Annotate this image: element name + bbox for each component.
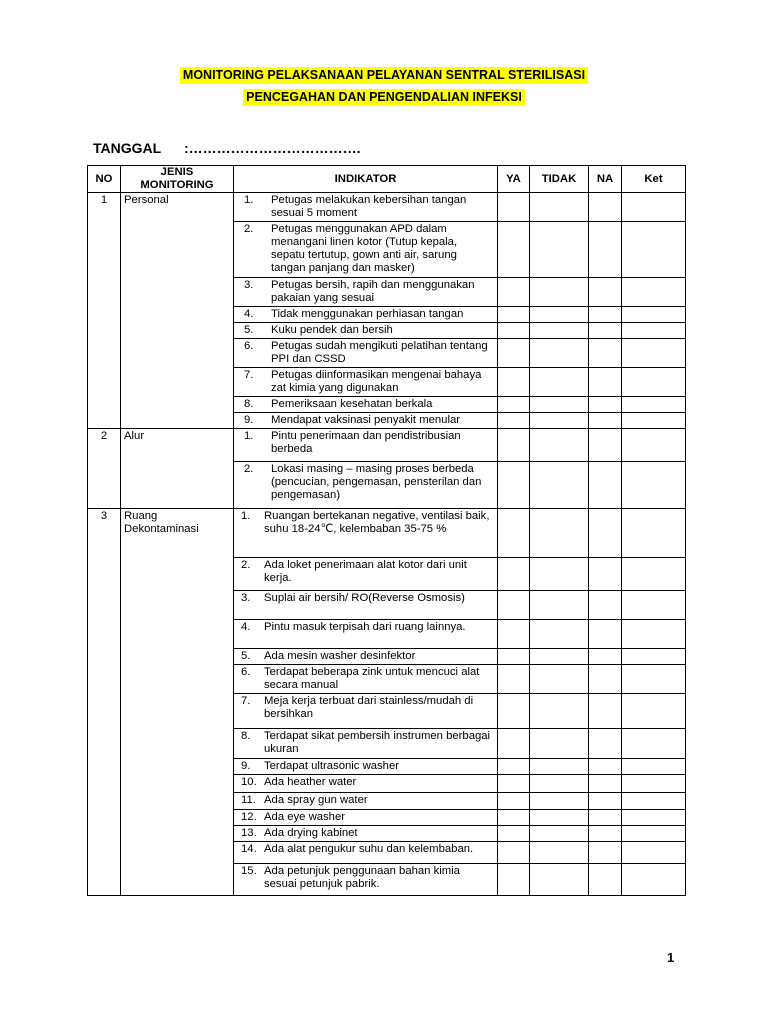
check-cell-na[interactable] [589, 810, 622, 826]
indicator-text: Ada eye washer [264, 811, 346, 823]
check-cell-ya[interactable] [498, 826, 530, 842]
indicator-number: 2. [244, 223, 254, 235]
check-cell-ket[interactable] [622, 793, 686, 810]
header-no: NO [88, 166, 121, 193]
check-cell-ket[interactable] [622, 694, 686, 729]
check-cell-ya[interactable] [498, 558, 530, 591]
check-cell-ya[interactable] [498, 729, 530, 759]
check-cell-ya[interactable] [498, 397, 530, 413]
header-na: NA [589, 166, 622, 193]
indicator-text: Meja kerja terbuat dari stainless/mudah di bersihkan [264, 695, 474, 720]
indicator-number: 5. [241, 650, 251, 662]
check-cell-ya[interactable] [498, 694, 530, 729]
title-line-2: PENCEGAHAN DAN PENGENDALIAN INFEKSI [243, 89, 525, 106]
check-cell-ya[interactable] [498, 339, 530, 368]
indicator-cell [234, 793, 498, 810]
check-cell-ya[interactable] [498, 307, 530, 323]
check-cell-tidak[interactable] [530, 826, 589, 842]
check-cell-na[interactable] [589, 729, 622, 759]
indicator-cell [234, 665, 498, 694]
check-cell-ya[interactable] [498, 775, 530, 793]
check-cell-ya[interactable] [498, 810, 530, 826]
check-cell-ket[interactable] [622, 307, 686, 323]
indicator-cell [234, 397, 498, 413]
check-cell-na[interactable] [589, 413, 622, 429]
indicator-cell [234, 339, 498, 368]
group-number: 1 [88, 193, 121, 429]
check-cell-na[interactable] [589, 864, 622, 896]
indicator-number: 9. [241, 760, 251, 772]
check-cell-ket[interactable] [622, 591, 686, 620]
indicator-text: Petugas menggunakan APD dalam menangani linen kotor (Tutup kepala, sepatu tertutup, gown anti air, sarung tangan panjang dan masker) [271, 223, 458, 274]
check-cell-ket[interactable] [622, 278, 686, 307]
indicator-cell [234, 368, 498, 397]
indicator-cell [234, 775, 498, 793]
indicator-cell [234, 591, 498, 620]
date-value: :………………………………. [184, 140, 361, 156]
check-cell-tidak[interactable] [530, 729, 589, 759]
indicator-text: Ada alat pengukur suhu dan kelembaban. [264, 843, 474, 855]
check-cell-ket[interactable] [622, 842, 686, 864]
indicator-cell [234, 278, 498, 307]
check-cell-na[interactable] [589, 793, 622, 810]
check-cell-tidak[interactable] [530, 558, 589, 591]
check-cell-ket[interactable] [622, 323, 686, 339]
check-cell-ket[interactable] [622, 665, 686, 694]
indicator-text: Terdapat sikat pembersih instrumen berbagai ukuran [264, 730, 491, 755]
indicator-number: 1. [244, 194, 254, 206]
check-cell-na[interactable] [589, 665, 622, 694]
indicator-number: 14. [241, 843, 257, 855]
check-cell-tidak[interactable] [530, 278, 589, 307]
indicator-cell [234, 729, 498, 759]
check-cell-tidak[interactable] [530, 775, 589, 793]
indicator-text: Ada petunjuk penggunaan bahan kimia sesuai petunjuk pabrik. [264, 865, 460, 890]
table-row [88, 509, 686, 558]
indicator-cell [234, 429, 498, 462]
check-cell-na[interactable] [589, 649, 622, 665]
group-jenis: Alur [121, 429, 234, 509]
indicator-number: 10. [241, 776, 257, 788]
check-cell-ket[interactable] [622, 810, 686, 826]
check-cell-tidak[interactable] [530, 339, 589, 368]
indicator-text: Ruangan bertekanan negative, ventilasi baik, suhu 18-24℃, kelembaban 35-75 % [264, 510, 490, 535]
check-cell-na[interactable] [589, 462, 622, 509]
check-cell-na[interactable] [589, 193, 622, 222]
indicator-number: 8. [241, 730, 251, 742]
indicator-cell [234, 222, 498, 278]
indicator-number: 4. [244, 308, 254, 320]
indicator-number: 2. [244, 463, 254, 475]
check-cell-na[interactable] [589, 307, 622, 323]
header-indikator: INDIKATOR [234, 166, 498, 193]
indicator-number: 8. [244, 398, 254, 410]
group-jenis: Personal [121, 193, 234, 429]
check-cell-tidak[interactable] [530, 462, 589, 509]
indicator-cell [234, 509, 498, 558]
indicator-number: 12. [241, 811, 257, 823]
check-cell-na[interactable] [589, 842, 622, 864]
check-cell-ya[interactable] [498, 620, 530, 649]
check-cell-tidak[interactable] [530, 759, 589, 775]
table-row [88, 429, 686, 462]
check-cell-tidak[interactable] [530, 193, 589, 222]
check-cell-tidak[interactable] [530, 810, 589, 826]
indicator-number: 3. [241, 592, 251, 604]
check-cell-ya[interactable] [498, 413, 530, 429]
date-label: TANGGAL [93, 140, 162, 156]
check-cell-ket[interactable] [622, 826, 686, 842]
check-cell-tidak[interactable] [530, 397, 589, 413]
check-cell-ya[interactable] [498, 793, 530, 810]
check-cell-ket[interactable] [622, 775, 686, 793]
check-cell-ya[interactable] [498, 759, 530, 775]
indicator-text: Ada mesin washer desinfektor [264, 650, 416, 662]
check-cell-ya[interactable] [498, 429, 530, 462]
group-number: 3 [88, 509, 121, 896]
indicator-number: 15. [241, 865, 257, 877]
check-cell-ket[interactable] [622, 558, 686, 591]
indicator-cell [234, 759, 498, 775]
check-cell-na[interactable] [589, 759, 622, 775]
indicator-number: 2. [241, 559, 251, 571]
indicator-number: 6. [244, 340, 254, 352]
indicator-number: 5. [244, 324, 254, 336]
indicator-number: 11. [241, 794, 256, 806]
document-title [0, 66, 768, 110]
check-cell-na[interactable] [589, 775, 622, 793]
monitoring-table [87, 165, 686, 896]
indicator-text: Petugas melakukan kebersihan tangan sesuai 5 moment [271, 194, 467, 219]
indicator-text: Pemeriksaan kesehatan berkala [271, 398, 433, 410]
table-row [88, 193, 686, 222]
check-cell-tidak[interactable] [530, 323, 589, 339]
check-cell-ya[interactable] [498, 509, 530, 558]
indicator-text: Terdapat ultrasonic washer [264, 760, 400, 772]
indicator-text: Pintu penerimaan dan pendistribusian berbeda [271, 430, 461, 455]
indicator-cell [234, 826, 498, 842]
indicator-text: Suplai air bersih/ RO(Reverse Osmosis) [264, 592, 465, 604]
indicator-cell [234, 842, 498, 864]
table-header-row [88, 166, 686, 193]
indicator-text: Ada spray gun water [264, 794, 368, 806]
check-cell-tidak[interactable] [530, 307, 589, 323]
indicator-number: 4. [241, 621, 251, 633]
check-cell-ya[interactable] [498, 864, 530, 896]
check-cell-na[interactable] [589, 429, 622, 462]
check-cell-ket[interactable] [622, 429, 686, 462]
check-cell-ya[interactable] [498, 842, 530, 864]
indicator-number: 13. [241, 827, 257, 839]
check-cell-na[interactable] [589, 222, 622, 278]
check-cell-ket[interactable] [622, 222, 686, 278]
check-cell-na[interactable] [589, 509, 622, 558]
check-cell-ya[interactable] [498, 278, 530, 307]
indicator-number: 9. [244, 414, 254, 426]
check-cell-ya[interactable] [498, 222, 530, 278]
check-cell-tidak[interactable] [530, 429, 589, 462]
check-cell-tidak[interactable] [530, 694, 589, 729]
header-tidak: TIDAK [530, 166, 589, 193]
indicator-number: 7. [244, 369, 254, 381]
check-cell-ya[interactable] [498, 591, 530, 620]
check-cell-tidak[interactable] [530, 864, 589, 896]
check-cell-ya[interactable] [498, 193, 530, 222]
check-cell-na[interactable] [589, 368, 622, 397]
check-cell-tidak[interactable] [530, 413, 589, 429]
indicator-cell [234, 864, 498, 896]
indicator-cell [234, 694, 498, 729]
header-ket: Ket [622, 166, 686, 193]
check-cell-tidak[interactable] [530, 509, 589, 558]
indicator-number: 7. [241, 695, 251, 707]
indicator-number: 3. [244, 279, 254, 291]
check-cell-ket[interactable] [622, 649, 686, 665]
indicator-cell [234, 558, 498, 591]
indicator-number: 1. [241, 510, 251, 522]
check-cell-ket[interactable] [622, 759, 686, 775]
group-number: 2 [88, 429, 121, 509]
check-cell-ket[interactable] [622, 864, 686, 896]
check-cell-ket[interactable] [622, 193, 686, 222]
indicator-text: Terdapat beberapa zink untuk mencuci alat secara manual [264, 666, 480, 691]
indicator-text: Petugas diinformasikan mengenai bahaya zat kimia yang digunakan [271, 369, 482, 394]
indicator-cell [234, 462, 498, 509]
indicator-text: Lokasi masing – masing proses berbeda (pencucian, pengemasan, pensterilan dan pengemasan) [271, 463, 482, 501]
check-cell-tidak[interactable] [530, 649, 589, 665]
indicator-text: Petugas bersih, rapih dan menggunakan pakaian yang sesuai [271, 279, 475, 304]
check-cell-tidak[interactable] [530, 591, 589, 620]
header-jenis: JENIS MONITORING [121, 166, 234, 193]
title-line-1: MONITORING PELAKSANAAN PELAYANAN SENTRAL STERILISASI [180, 67, 588, 84]
check-cell-ket[interactable] [622, 462, 686, 509]
check-cell-na[interactable] [589, 620, 622, 649]
check-cell-tidak[interactable] [530, 842, 589, 864]
check-cell-ya[interactable] [498, 649, 530, 665]
check-cell-na[interactable] [589, 397, 622, 413]
indicator-cell [234, 620, 498, 649]
indicator-text: Ada drying kabinet [264, 827, 358, 839]
check-cell-na[interactable] [589, 339, 622, 368]
check-cell-ya[interactable] [498, 665, 530, 694]
check-cell-ya[interactable] [498, 323, 530, 339]
check-cell-tidak[interactable] [530, 620, 589, 649]
check-cell-ket[interactable] [622, 397, 686, 413]
check-cell-ket[interactable] [622, 729, 686, 759]
indicator-cell [234, 193, 498, 222]
check-cell-na[interactable] [589, 558, 622, 591]
indicator-cell [234, 413, 498, 429]
check-cell-ket[interactable] [622, 339, 686, 368]
check-cell-ket[interactable] [622, 509, 686, 558]
indicator-number: 1. [244, 430, 254, 442]
check-cell-tidak[interactable] [530, 222, 589, 278]
indicator-text: Tidak menggunakan perhiasan tangan [271, 308, 464, 320]
indicator-text: Ada loket penerimaan alat kotor dari unit kerja. [264, 559, 467, 584]
check-cell-na[interactable] [589, 826, 622, 842]
indicator-text: Kuku pendek dan bersih [271, 324, 393, 336]
table-body [88, 193, 686, 896]
check-cell-ket[interactable] [622, 413, 686, 429]
check-cell-ket[interactable] [622, 368, 686, 397]
indicator-text: Petugas sudah mengikuti pelatihan tentang PPI dan CSSD [271, 340, 488, 365]
header-ya: YA [498, 166, 530, 193]
indicator-cell [234, 810, 498, 826]
check-cell-na[interactable] [589, 694, 622, 729]
indicator-cell [234, 323, 498, 339]
group-jenis: Ruang Dekontaminasi [121, 509, 234, 896]
indicator-text: Pintu masuk terpisah dari ruang lainnya. [264, 621, 466, 633]
check-cell-ya[interactable] [498, 368, 530, 397]
check-cell-na[interactable] [589, 278, 622, 307]
check-cell-tidak[interactable] [530, 665, 589, 694]
check-cell-ket[interactable] [622, 620, 686, 649]
check-cell-ya[interactable] [498, 462, 530, 509]
check-cell-na[interactable] [589, 591, 622, 620]
indicator-text: Mendapat vaksinasi penyakit menular [271, 414, 461, 426]
indicator-cell [234, 307, 498, 323]
check-cell-tidak[interactable] [530, 793, 589, 810]
check-cell-tidak[interactable] [530, 368, 589, 397]
page-number: 1 [667, 950, 675, 965]
indicator-number: 6. [241, 666, 251, 678]
indicator-cell [234, 649, 498, 665]
indicator-text: Ada heather water [264, 776, 357, 788]
date-field [93, 140, 361, 156]
check-cell-na[interactable] [589, 323, 622, 339]
